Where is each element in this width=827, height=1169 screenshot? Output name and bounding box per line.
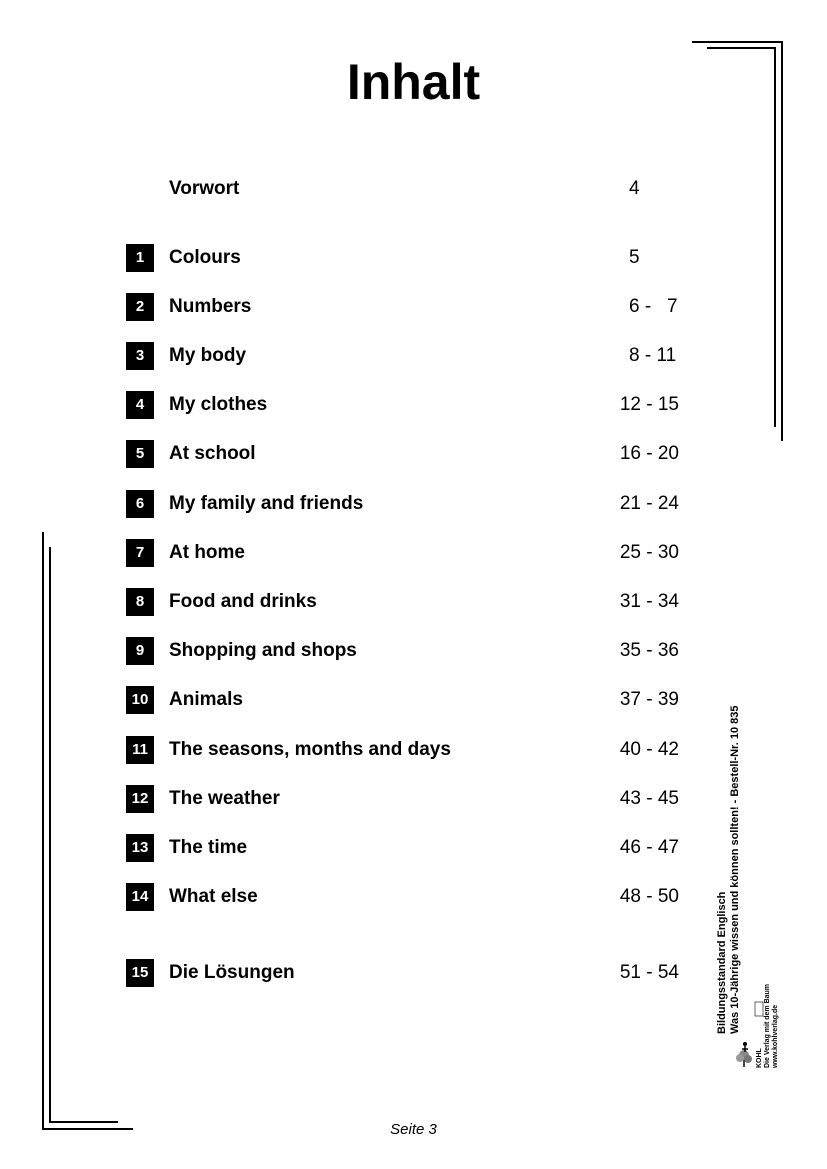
side-imprint-title: Bildungsstandard Englisch bbox=[716, 891, 728, 1034]
toc-pages: 16 - 20 bbox=[619, 443, 679, 464]
chapter-number-badge: 4 bbox=[126, 391, 154, 419]
chapter-number-badge: 12 bbox=[126, 785, 154, 813]
toc-label: The seasons, months and days bbox=[169, 739, 451, 760]
publisher-url: www.kohlverlag.de bbox=[772, 1004, 779, 1068]
toc-pages: 51 - 54 bbox=[619, 962, 679, 983]
toc-row bbox=[0, 735, 827, 765]
toc-pages: 12 - 15 bbox=[619, 394, 679, 415]
toc-label: At home bbox=[169, 542, 245, 563]
publisher-tagline: Die Verlag mit dem Baum bbox=[764, 983, 771, 1068]
chapter-number-badge: 15 bbox=[126, 959, 154, 987]
toc-pages: 37 - 39 bbox=[619, 689, 679, 710]
toc-row bbox=[0, 685, 827, 715]
toc-pages: 4 bbox=[629, 178, 640, 199]
toc-label: At school bbox=[169, 443, 256, 464]
toc-row bbox=[0, 390, 827, 420]
chapter-number-badge: 7 bbox=[126, 539, 154, 567]
toc-pages: 48 - 50 bbox=[619, 886, 679, 907]
toc-row bbox=[0, 538, 827, 568]
toc-label: The time bbox=[169, 837, 248, 858]
toc-row bbox=[0, 439, 827, 469]
toc-row bbox=[0, 833, 827, 863]
chapter-number-badge: 14 bbox=[126, 883, 154, 911]
toc-row-preface bbox=[0, 174, 827, 204]
toc-pages: 21 - 24 bbox=[619, 493, 679, 514]
toc-row bbox=[0, 292, 827, 322]
chapter-number-badge: 13 bbox=[126, 834, 154, 862]
chapter-number-badge: 1 bbox=[126, 244, 154, 272]
toc-row bbox=[0, 636, 827, 666]
toc-label: Animals bbox=[169, 689, 243, 710]
toc-row bbox=[0, 489, 827, 519]
toc-label: Colours bbox=[169, 247, 241, 268]
publisher-text bbox=[756, 984, 780, 1068]
chapter-number-badge: 9 bbox=[126, 637, 154, 665]
toc-label: My body bbox=[169, 345, 247, 366]
toc-pages: 35 - 36 bbox=[619, 640, 679, 661]
toc-pages: 46 - 47 bbox=[619, 837, 679, 858]
toc-label: My family and friends bbox=[169, 493, 364, 514]
toc-label: What else bbox=[169, 886, 258, 907]
publisher-name: KOHL bbox=[756, 1048, 763, 1068]
toc-pages: 8 - 11 bbox=[629, 345, 677, 366]
toc-label: Vorwort bbox=[169, 178, 240, 199]
toc-row bbox=[0, 243, 827, 273]
toc-pages: 5 bbox=[629, 247, 640, 268]
page-number: Seite 3 bbox=[390, 1121, 437, 1138]
toc-row bbox=[0, 341, 827, 371]
toc-row bbox=[0, 882, 827, 912]
toc-row bbox=[0, 784, 827, 814]
toc-pages: 40 - 42 bbox=[619, 739, 679, 760]
chapter-number-badge: 3 bbox=[126, 342, 154, 370]
toc-label: My clothes bbox=[169, 394, 268, 415]
tree-icon bbox=[736, 1050, 752, 1067]
toc-row bbox=[0, 958, 827, 988]
toc-pages: 43 - 45 bbox=[619, 788, 679, 809]
toc-pages: 31 - 34 bbox=[619, 591, 679, 612]
side-imprint bbox=[716, 654, 772, 1034]
toc-pages: 6 - 7 bbox=[629, 296, 678, 317]
toc-label: Shopping and shops bbox=[169, 640, 357, 661]
page-title: Inhalt bbox=[346, 54, 481, 110]
chapter-number-badge: 5 bbox=[126, 440, 154, 468]
toc-label: The weather bbox=[169, 788, 280, 809]
chapter-number-badge: 10 bbox=[126, 686, 154, 714]
chapter-number-badge: 11 bbox=[126, 736, 154, 764]
toc-row bbox=[0, 587, 827, 617]
chapter-number-badge: 2 bbox=[126, 293, 154, 321]
toc-label: Numbers bbox=[169, 296, 252, 317]
side-imprint-subtitle: Was 10-Jährige wissen und können sollten! - Bestell-Nr. 10 835 bbox=[729, 705, 741, 1034]
toc-label: Food and drinks bbox=[169, 591, 317, 612]
chapter-number-badge: 8 bbox=[126, 588, 154, 616]
chapter-number-badge: 6 bbox=[126, 490, 154, 518]
toc-pages: 25 - 30 bbox=[619, 542, 679, 563]
toc-label: Die Lösungen bbox=[169, 962, 295, 983]
